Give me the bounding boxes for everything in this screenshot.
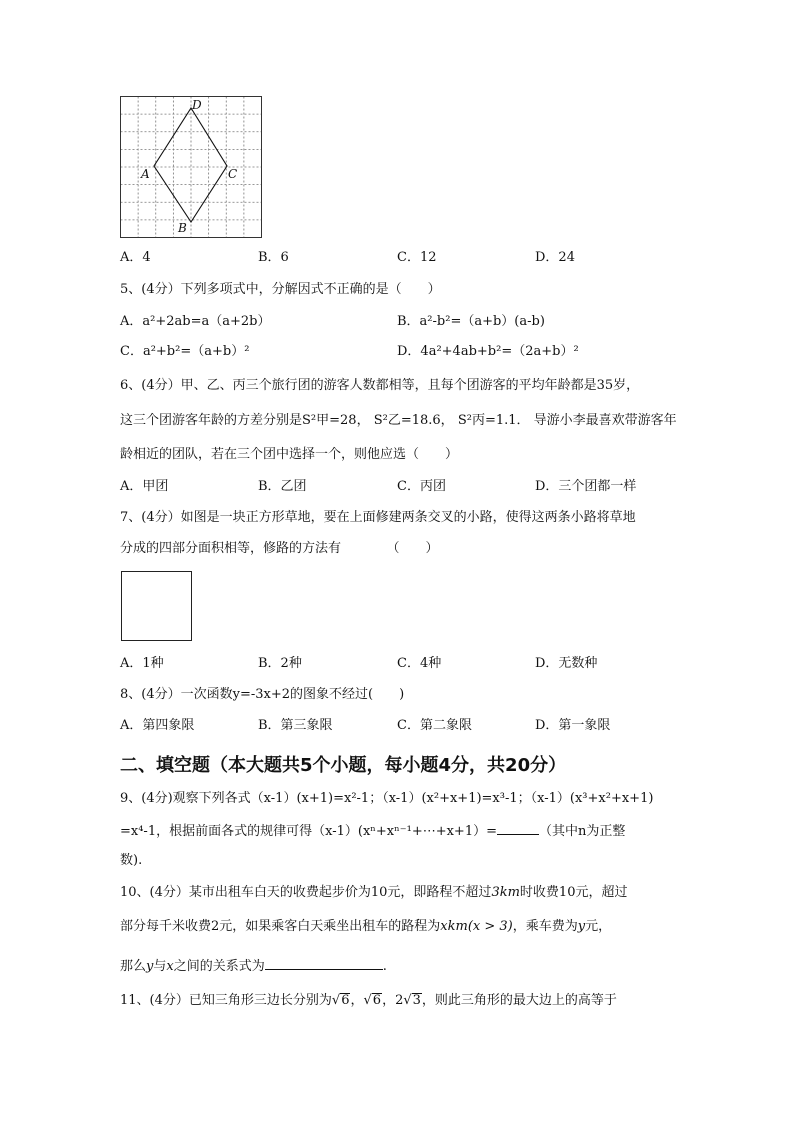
- q6-variance-jia: S²甲=28，: [302, 413, 370, 428]
- q10-line1-text-a: 10、(4分）某市出租车白天的收费起步价为10元，即路程不超过: [120, 885, 492, 900]
- q11-sep-2: ，2: [382, 993, 404, 1008]
- q7-option-c[interactable]: C．4种: [397, 656, 442, 671]
- q7-option-d[interactable]: D．无数种: [535, 656, 598, 671]
- q6-line2-text-b: 导游小李最喜欢带游客年: [533, 413, 677, 428]
- q10-line2-text-b: ，乘车费为: [512, 919, 578, 934]
- q8-option-c[interactable]: C．第二象限: [397, 718, 472, 733]
- q6-variance-bing: S²丙=1.1．: [457, 413, 530, 428]
- q9-line2: [120, 822, 625, 841]
- q8-option-b[interactable]: B．第三象限: [258, 718, 333, 733]
- q8-option-d[interactable]: D．第一象限: [535, 718, 611, 733]
- q11-line1: 11、(4分）已知三角形三边长分别为√6，√6，2√3，则此三角形的最大边上的高等于: [120, 993, 617, 1008]
- q4-option-c[interactable]: C．12: [397, 250, 437, 265]
- q5-stem: 5、(4分）下列多项式中，分解因式不正确的是（ ）: [120, 282, 441, 297]
- q5-option-c[interactable]: C．a²+b²=（a+b）²: [120, 344, 250, 359]
- vertex-label-c: C: [228, 167, 238, 181]
- vertex-label-b: B: [178, 221, 187, 235]
- q10-line3-text-c: 之间的关系式为: [173, 959, 265, 974]
- q5-option-b[interactable]: B．a²-b²=（a+b）(a-b): [397, 314, 545, 329]
- q6-option-c[interactable]: C．丙团: [397, 479, 446, 494]
- q7-line2: 分成的四部分面积相等，修路的方法有 （ ）: [120, 541, 439, 556]
- q6-line3: 龄相近的团队，若在三个团中选择一个，则他应选（ ）: [120, 447, 459, 462]
- vertex-label-d: D: [192, 98, 202, 112]
- q11-root-1: 6: [341, 993, 350, 1008]
- q10-answer-blank[interactable]: [265, 957, 383, 970]
- q9-line2-text-a: =x⁴-1，根据前面各式的规律可得（x-1）(xⁿ+xⁿ⁻¹+⋯+x+1）=: [120, 824, 497, 839]
- q6-line2: [120, 412, 677, 430]
- q9-line3: 数).: [120, 853, 143, 868]
- q11-text-b: ，则此三角形的最大边上的高等于: [421, 993, 617, 1008]
- q6-line2-text-a: 这三个团游客年龄的方差分别是: [120, 413, 303, 428]
- q5-option-d[interactable]: D．4a²+4ab+b²=（2a+b）²: [397, 344, 579, 359]
- q10-distance-xkm: xkm: [440, 919, 468, 934]
- q10-line3-text-d: .: [382, 959, 387, 974]
- section-heading-fill-in: 二、填空题（本大题共5个小题，每小题4分，共20分）: [120, 755, 567, 776]
- q9-line1: 9、(4分)观察下列各式（x-1）(x+1)=x²-1；（x-1）(x²+x+1)=x³-1；（x-1）(x³+x²+x+1): [120, 791, 654, 806]
- q6-option-d[interactable]: D．三个团都一样: [535, 479, 637, 494]
- rhombus-grid-figure: [120, 96, 264, 240]
- q6-option-b[interactable]: B．乙团: [258, 479, 307, 494]
- q5-option-a[interactable]: A．a²+2ab=a（a+2b）: [120, 314, 271, 329]
- q10-line3-text-b: 与: [153, 959, 167, 974]
- q10-line1: [120, 884, 627, 902]
- q7-line1: 7、(4分）如图是一块正方形草地，要在上面修建两条交叉的小路，使得这两条小路将草地: [120, 510, 636, 525]
- q6-option-a[interactable]: A．甲团: [120, 479, 169, 494]
- q7-option-b[interactable]: B．2种: [258, 656, 302, 671]
- vertex-label-a: A: [141, 167, 150, 181]
- q10-line1-text-b: 时收费10元，超过: [519, 885, 628, 900]
- square-lawn-figure: [121, 571, 192, 641]
- q10-line2-text-c: 元，: [585, 919, 612, 934]
- q8-stem: 8、(4分）一次函数y=-3x+2的图象不经过( ): [120, 687, 405, 702]
- q11-root-3: 3: [412, 993, 421, 1008]
- q10-line2-text-a: 部分每千米收费2元，如果乘客白天乘坐出租车的路程为: [120, 919, 441, 934]
- q10-var-y-2: y: [146, 959, 154, 974]
- q9-answer-blank[interactable]: [497, 822, 539, 835]
- q10-var-y: y: [577, 919, 586, 934]
- q4-option-b[interactable]: B．6: [258, 250, 289, 265]
- q10-line2: [120, 918, 611, 936]
- q8-option-a[interactable]: A．第四象限: [120, 718, 195, 733]
- q10-line3-text-a: 那么: [120, 959, 147, 974]
- q10-var-x: x: [166, 959, 174, 974]
- q10-condition: (x > 3): [467, 919, 513, 934]
- q9-line2-text-b: （其中n为正整: [539, 824, 626, 839]
- q4-option-a[interactable]: A．4: [120, 250, 151, 265]
- q11-text-a: 11、(4分）已知三角形三边长分别为: [120, 993, 332, 1008]
- q6-line1: 6、(4分）甲、乙、丙三个旅行团的游客人数都相等，且每个团游客的平均年龄都是35岁，: [120, 378, 640, 393]
- rhombus-shape: [154, 108, 227, 222]
- q6-variance-yi: S²乙=18.6，: [373, 413, 454, 428]
- q11-root-2: 6: [372, 993, 382, 1008]
- q7-option-a[interactable]: A．1种: [120, 656, 164, 671]
- q10-distance-3km: 3km: [491, 885, 520, 900]
- q10-line3: [120, 957, 387, 976]
- q11-sep-1: ，: [350, 993, 364, 1008]
- q4-option-d[interactable]: D．24: [535, 250, 575, 265]
